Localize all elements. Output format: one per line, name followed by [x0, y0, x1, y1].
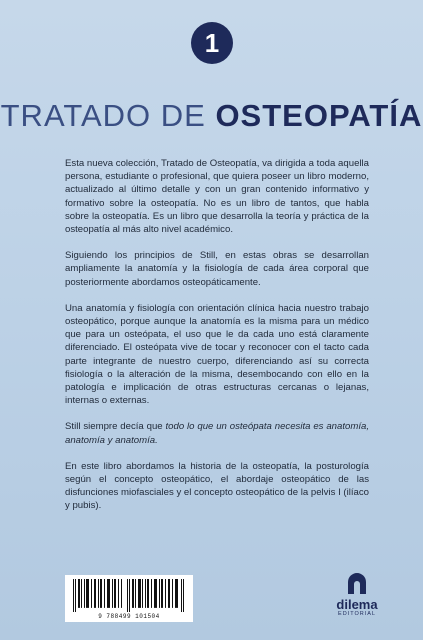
barcode-graphic	[71, 579, 187, 612]
isbn-digits: 9 788499 101504	[98, 613, 160, 620]
title-light-part: TRATADO DE	[0, 98, 216, 133]
paragraph-anatomy: Una anatomía y fisiología con orientación clínica hacia nuestro trabajo osteopático, porque aunque la anatomía es la misma para un médico que para un osteópata, el uso que le da cada uno está claramente diferenciado. El osteópata vive de tocar y reconocer con el tacto cada parte integrante de nuestro cuerpo, diferenciando así su correcta fisiología o la alteración de la misma, desembocando con ello en la patología e implicación de otras estructuras cercanas o lejanas, internas o externas.	[65, 302, 369, 407]
volume-number: 1	[204, 27, 220, 58]
isbn-barcode	[65, 575, 193, 622]
paragraph-still-principles: Siguiendo los principios de Still, en estas obras se desarrollan ampliamente la anatomía y la fisiología de cada área corporal que posteriormente abordamos osteopáticamente.	[65, 250, 369, 288]
quote-italic: todo lo que un osteópata necesita es anatomía, anatomía y anatomía.	[65, 421, 370, 446]
paragraph-intro: Esta nueva colección, Tratado de Osteopatía, va dirigida a toda aquella persona, estudiante o profesional, que quiera poseer un libro moderno, actualizado al último detalle y con un gran contenido informativo y formativo sobre la osteopatía. No es un libro de tantos, que habla sobre la osteopatía. Es un libro que desarrolla la teoría y práctica de la osteopatía al más alto nivel académico.	[65, 158, 369, 236]
publisher-name: dilema	[336, 597, 378, 612]
paragraph-still-quote	[65, 420, 369, 446]
paragraph-book-contents: En este libro abordamos la historia de la osteopatía, la posturología según el concepto osteopático, el abordaje osteopático de las disfunciones miofasciales y el concepto osteopático de la pelvis I (ilíaco y pubis).	[65, 460, 369, 512]
quote-prefix: Still siempre decía que	[65, 421, 166, 433]
publisher-logo-block	[327, 572, 387, 617]
book-title	[0, 98, 423, 134]
publisher-subtitle: EDITORIAL	[338, 611, 376, 617]
back-cover-text	[65, 157, 369, 526]
title-bold-part: OSTEOPATÍA	[215, 98, 423, 133]
dilema-logo-icon	[345, 572, 369, 596]
barcode-bars	[71, 579, 187, 612]
volume-number-badge	[191, 22, 233, 64]
